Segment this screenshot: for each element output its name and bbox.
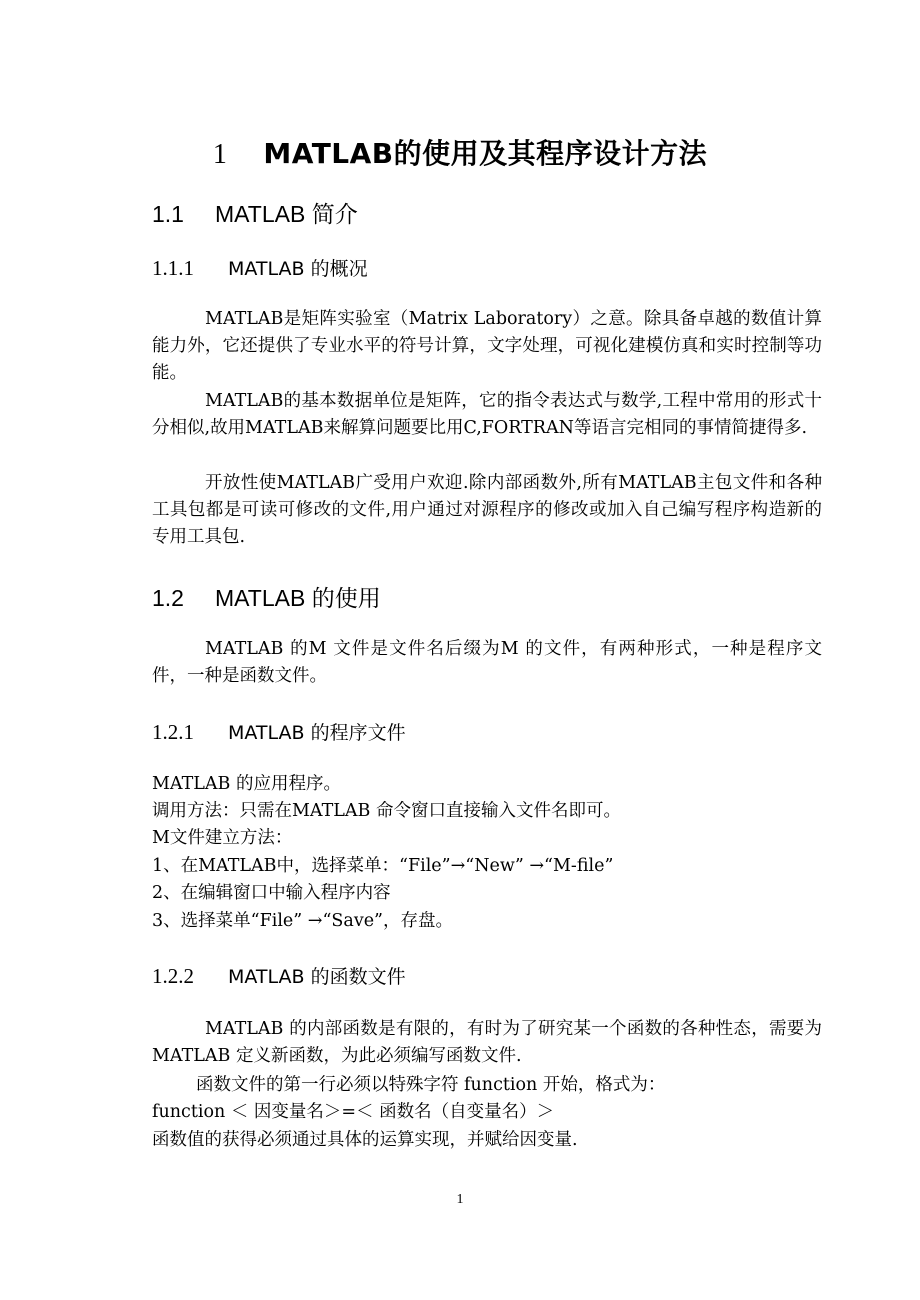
section-1-2-heading bbox=[152, 580, 381, 613]
paragraph: MATLAB 的内部函数是有限的，有时为了研究某一个函数的各种性态，需要为MATLAB 定义新函数，为此必须编写函数文件. bbox=[152, 1019, 822, 1066]
section-number: 1.1.1 bbox=[152, 256, 194, 280]
section-1-1-heading bbox=[152, 196, 358, 229]
section-title: MATLAB 的使用 bbox=[215, 585, 381, 611]
text-line: MATLAB 的应用程序。 bbox=[152, 774, 341, 794]
section-1-1-1-heading bbox=[152, 254, 368, 281]
page-number: 1 bbox=[456, 1192, 464, 1207]
text-line: 调用方法：只需在MATLAB 命令窗口直接输入文件名即可。 bbox=[152, 801, 621, 821]
section-1-2-1-heading bbox=[152, 718, 406, 745]
section-number: 1.1 bbox=[152, 201, 184, 227]
section-number: 1.2.2 bbox=[152, 964, 194, 988]
section-title: MATLAB 的函数文件 bbox=[228, 966, 406, 988]
text-line: function ＜ 因变量名＞=＜ 函数名（自变量名）＞ bbox=[152, 1102, 555, 1122]
section-number: 1.2.1 bbox=[152, 720, 194, 744]
chapter-title bbox=[0, 132, 920, 172]
section-number: 1.2 bbox=[152, 585, 184, 611]
text-line: 2、在编辑窗口中输入程序内容 bbox=[152, 883, 391, 903]
section-1-2-2-heading bbox=[152, 962, 406, 989]
chapter-number: 1 bbox=[212, 139, 228, 170]
text-line: 函数文件的第一行必须以特殊字符 function 开始，格式为： bbox=[196, 1075, 666, 1095]
paragraph: MATLAB是矩阵实验室（Matrix Laboratory）之意。除具备卓越的数值计算能力外，它还提供了专业水平的符号计算，文字处理，可视化建模仿真和实时控制等功能。 bbox=[152, 309, 822, 383]
paragraph: 开放性使MATLAB广受用户欢迎.除内部函数外,所有MATLAB主包文件和各种工具包都是可读可修改的文件,用户通过对源程序的修改或加入自己编写程序构造新的专用工具包. bbox=[152, 473, 822, 547]
text-line: M文件建立方法： bbox=[152, 828, 293, 848]
paragraph: MATLAB 的M 文件是文件名后缀为M 的文件，有两种形式，一种是程序文件，一种是函数文件。 bbox=[152, 639, 822, 686]
chapter-title-text: MATLAB的使用及其程序设计方法 bbox=[263, 137, 708, 170]
paragraph: MATLAB的基本数据单位是矩阵，它的指令表达式与数学,工程中常用的形式十分相似,故用MATLAB来解算问题要比用C,FORTRAN等语言完相同的事情简捷得多. bbox=[152, 391, 822, 438]
section-title: MATLAB 的概况 bbox=[228, 258, 368, 280]
text-line: 1、在MATLAB中，选择菜单：“File”→“New” →“M-file” bbox=[152, 856, 614, 876]
text-line: 函数值的获得必须通过具体的运算实现，并赋给因变量. bbox=[152, 1130, 578, 1150]
section-title: MATLAB 简介 bbox=[215, 201, 358, 227]
section-title: MATLAB 的程序文件 bbox=[228, 722, 406, 744]
text-line: 3、选择菜单“File” →“Save”，存盘。 bbox=[152, 911, 454, 931]
